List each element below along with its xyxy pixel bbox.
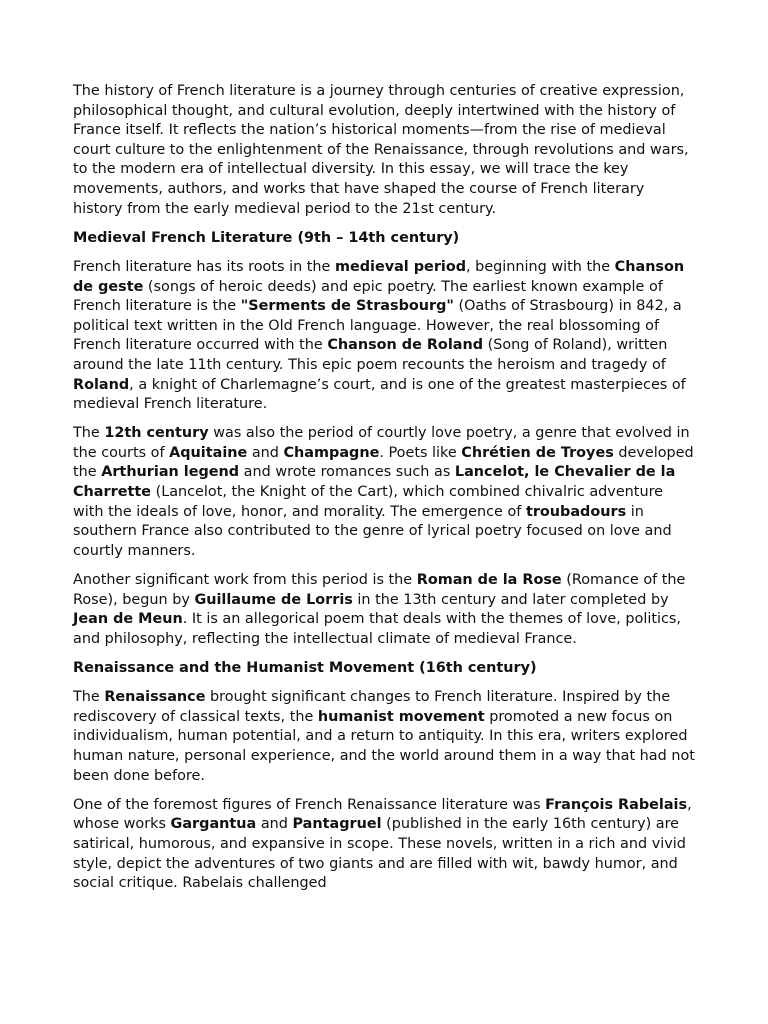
text-run: brought significant changes to French literature. Inspired by the rediscovery of classical texts, the: [73, 689, 671, 725]
bold-term: Guillaume de Lorris: [194, 591, 353, 608]
text-run: . Poets like: [379, 444, 462, 461]
bold-term: humanist movement: [317, 708, 485, 725]
bold-term: Chanson de Roland: [327, 337, 484, 354]
text-run: (Oaths of Strasbourg) in 842, a political text written in the Old French language. However, the real blossoming of French literature occurred with the: [73, 298, 682, 354]
bold-term: "Serments de Strasbourg": [240, 298, 454, 315]
paragraph: [73, 424, 697, 561]
paragraph: [73, 571, 697, 649]
text-run: , whose works: [73, 796, 692, 833]
text-run: French literature has its roots in the: [73, 258, 335, 275]
paragraph: [73, 258, 697, 415]
document-body: [73, 82, 697, 903]
text-run: , a knight of Charlemagne’s court, and is one of the greatest masterpieces of medieval French literature.: [73, 376, 686, 413]
bold-term: medieval period: [334, 258, 467, 275]
text-run: (Song of Roland), written around the late 11th century. This epic poem recounts the heroism and tragedy of: [73, 337, 668, 373]
bold-term: François Rabelais: [545, 796, 688, 813]
bold-term: Arthurian legend: [101, 464, 240, 481]
text-run: (Lancelot, the Knight of the Cart), which combined chivalric adventure with the ideals of love, honor, and morality. The emergence of: [73, 484, 664, 520]
text-run: (published in the early 16th century) are satirical, humorous, and expansive in scope. These novels, written in a rich and vivid style, depict the adventures of two giants and are filled with wit, bawdy humor, and social critique. Rabelais challenged: [73, 816, 686, 892]
text-run: and: [247, 444, 284, 461]
text-run: (songs of heroic deeds) and epic poetry. The earliest known example of French literature is the: [73, 278, 663, 315]
section-heading-medieval: Medieval French Literature (9th – 14th century): [73, 229, 460, 246]
text-run: The: [73, 689, 105, 706]
text-run: developed the: [73, 444, 694, 481]
bold-term: Champagne: [283, 444, 380, 461]
text-run: (Romance of the Rose), begun by: [73, 572, 686, 608]
intro-paragraph: The history of French literature is a journey through centuries of creative expression, philosophical thought, and cultural evolution, deeply intertwined with the history of France itself. It reflects the nation’s historical moments—from the rise of medieval court culture to the enlightenment of the Renaissance, through revolutions and wars, to the modern era of intellectual diversity. In this essay, we will trace the key movements, authors, and works that have shaped the course of French literary history from the early medieval period to the 21st century.: [73, 83, 689, 217]
section-heading-renaissance: Renaissance and the Humanist Movement (16th century): [73, 660, 537, 676]
text-run: Another significant work from this period is the: [73, 572, 417, 589]
bold-term: 12th century: [104, 425, 209, 442]
bold-term: Chanson de geste: [73, 258, 685, 295]
paragraph: [73, 796, 697, 894]
bold-term: Lancelot, le Chevalier de la Charrette: [73, 464, 676, 501]
text-run: promoted a new focus on individualism, human potential, and a return to antiquity. In this era, writers explored human nature, personal experience, and the world around them in a way that had not been done before.: [73, 708, 695, 784]
bold-term: Chrétien de Troyes: [461, 444, 614, 461]
text-run: was also the period of courtly love poetry, a genre that evolved in the courts of: [73, 425, 690, 461]
bold-term: Aquitaine: [169, 444, 248, 461]
text-run: and: [256, 816, 293, 833]
text-run: , beginning with the: [466, 258, 615, 275]
bold-term: troubadours: [525, 503, 627, 520]
bold-term: Renaissance: [104, 689, 206, 706]
text-run: One of the foremost figures of French Renaissance literature was: [73, 796, 546, 813]
bold-term: Gargantua: [170, 816, 257, 833]
text-run: in southern France also contributed to the genre of lyrical poetry focused on love and courtly manners.: [73, 503, 672, 559]
paragraph: [73, 688, 697, 786]
text-run: and wrote romances such as: [239, 464, 455, 481]
bold-term: Roman de la Rose: [416, 572, 562, 589]
text-run: in the 13th century and later completed by: [352, 591, 669, 608]
text-run: The: [73, 425, 105, 442]
bold-term: Pantagruel: [292, 816, 382, 833]
bold-term: Roland: [73, 376, 130, 393]
text-run: . It is an allegorical poem that deals with the themes of love, politics, and philosophy, reflecting the intellectual climate of medieval France.: [73, 611, 681, 647]
bold-term: Jean de Meun: [73, 611, 183, 628]
